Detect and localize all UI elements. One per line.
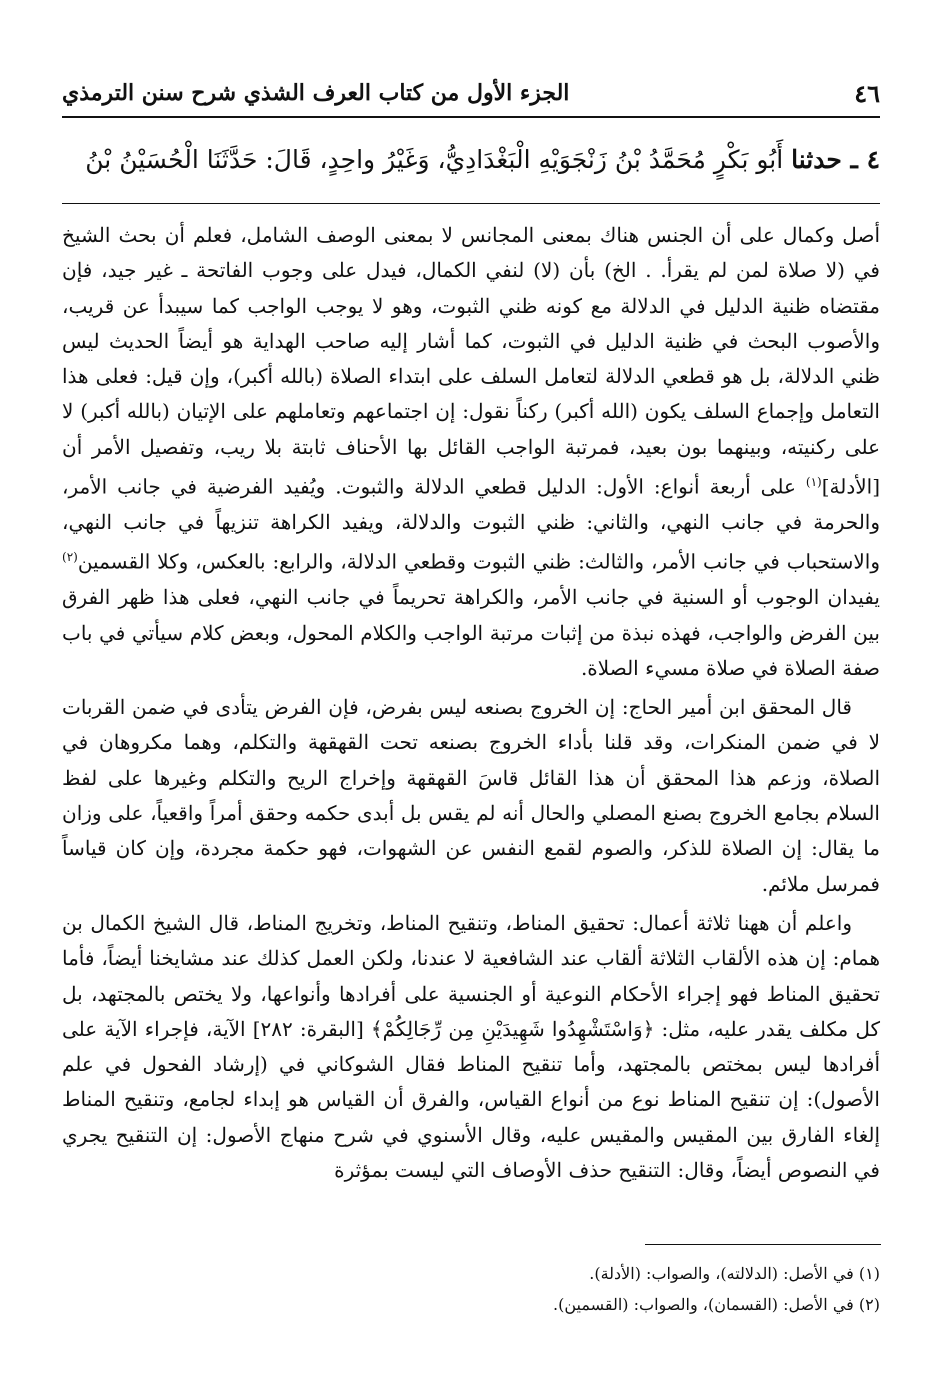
paragraph-2: قال المحقق ابن أمير الحاج: إن الخروج بصنعه ليس بفرض، فإن الفرض يتأدى في ضمن القربات لا في ضمن المنكرات، وقد قلنا بأداء الخروج بصنعه تحت القهقهة والتكلم، وهما مكروهان في الصلاة، وزعم هذا المحقق أن هذا القائل قاسَ القهقهة وإخراج الريح والتكلم وغيرها على لفظ السلام بجامع الخروج بصنع المصلي والحال أنه لم يقس بل أبدى حكمه وحقق أمراً واقعياً، على وزان ما يقال: إن الصلاة للذكر، والصوم لقمع النفس عن الشهوات، فهو حكمة مجردة، وإن كان قياساً فمرسل ملائم. — [62, 695, 881, 896]
page-number: ٤٦ — [854, 78, 880, 108]
hadith-lead: ٤ ـ حدثنا — [791, 145, 880, 174]
footnote-2: (٢) في الأصل: (القسمان)، والصواب: (القسمين). — [553, 1295, 880, 1314]
paragraph-1-part-c: يفيدان الوجوب أو السنية في جانب الأمر، والكراهة تحريماً في جانب النهي، فعلى هذا ظهر الفرق بين الفرض والواجب، فهذه نبذة من إثبات مرتبة الواجب والكلام المحول، وبعض كلام سيأتي في باب صفة الصلاة في صلاة مسيء الصلاة. — [62, 585, 880, 680]
footnote-1: (١) في الأصل: (الدلالته)، والصواب: (الأدلة). — [589, 1264, 880, 1283]
footnotes — [62, 1258, 880, 1320]
paragraph-1-part-a: أصل وكمال على أن الجنس هناك بمعنى المجانس لا بمعنى الوصف الشامل، فعلم أن بحث الشيخ في (لا صلاة لمن لم يقرأ. . الخ) بأن (لا) لنفي الكمال، فيدل على وجوب الفاتحة ـ غير جيد، فإن مقتضاه ظنية الدليل في الدلالة مع كونه ظني الثبوت، وهو لا يوجب الواجب كما سيبدأ عن قريب، والأصوب البحث في ظنية الدليل في الثبوت، كما أشار إليه صاحب الهداية هو أيضاً الحديث ليس ظني الدلالة، بل هو قطعي الدلالة لتعامل السلف على ابتداء الصلاة (بالله أكبر)، وإن قيل: فعلى هذا التعامل وإجماع السلف يكون (الله أكبر) ركناً نقول: إن اجتماعهم وتعاملهم على الإتيان (بالله أكبر) لا على ركنيته، وبينهما بون بعيد، فمرتبة الواجب القائل بها الأحناف ثابتة بلا ريب، وتفصيل الأمر أن [الأدلة] — [62, 223, 881, 499]
footnote-ref-1[interactable]: (١) — [805, 475, 822, 490]
hadith-rule — [62, 203, 880, 204]
running-title: الجزء الأول من كتاب العرف الشذي شرح سنن الترمذي — [62, 80, 570, 106]
hadith-chain: أَبُو بَكْرٍ مُحَمَّدُ بْنُ زَنْجَوَيْهِ الْبَغْدَادِيُّ، وَغَيْرُ واحِدٍ، قَالَ: حَدَّثَنَا الْحُسَيْنُ بْنُ — [85, 145, 784, 174]
header-rule — [62, 116, 880, 118]
footnote-rule — [645, 1244, 881, 1245]
commentary-body — [62, 218, 880, 1192]
page-header — [62, 74, 880, 112]
hadith-text — [62, 138, 880, 182]
paragraph-3: واعلم أن ههنا ثلاثة أعمال: تحقيق المناط، وتنقيح المناط، وتخريج المناط، قال الشيخ الكمال بن همام: إن هذه الألقاب الثلاثة ألقاب عند الشافعية لا عندنا، ولكن العمل كذلك عند مشايخنا أيضاً، فأما تحقيق المناط فهو إجراء الأحكام النوعية أو الجنسية على أفرادها وأنواعها، ولا يختص بالمجتهد، بل كل مكلف يقدر عليه، مثل: ﴿وَاسْتَشْهِدُوا شَهِيدَيْنِ مِن رِّجَالِكُمْ﴾ [البقرة: ٢٨٢] الآية، فإجراء الآية على أفرادها ليس بمختص بالمجتهد، وأما تنقيح المناط فقال الشوكاني في (إرشاد الفحول في علم الأصول): إن تنقيح المناط نوع من أنواع القياس، والفرق أن القياس هو إبداء لجامع، وتنقيح المناط إلغاء الفارق بين المقيس والمقيس عليه، وقال الأسنوي في شرح منهاج الأصول: إن التنقيح يجري في النصوص أيضاً، وقال: التنقيح حذف الأوصاف التي ليست بمؤثرة — [62, 910, 881, 1183]
paragraph-1-part-b: على أربعة أنواع: الأول: الدليل قطعي الدلالة والثبوت. ويُفيد الفرضية في جانب الأمر، والحرمة في جانب النهي، والثاني: ظني الثبوت والدلالة، ويفيد الكراهة تنزيهاً في جانب النهي، والاستحباب في جانب الأمر، والثالث: ظني الثبوت وقطعي الدلالة، والرابع: بالعكس، وكلا القسمين — [62, 474, 880, 574]
footnote-ref-2[interactable]: (٢) — [62, 550, 78, 565]
paragraph-1 — [62, 218, 880, 686]
